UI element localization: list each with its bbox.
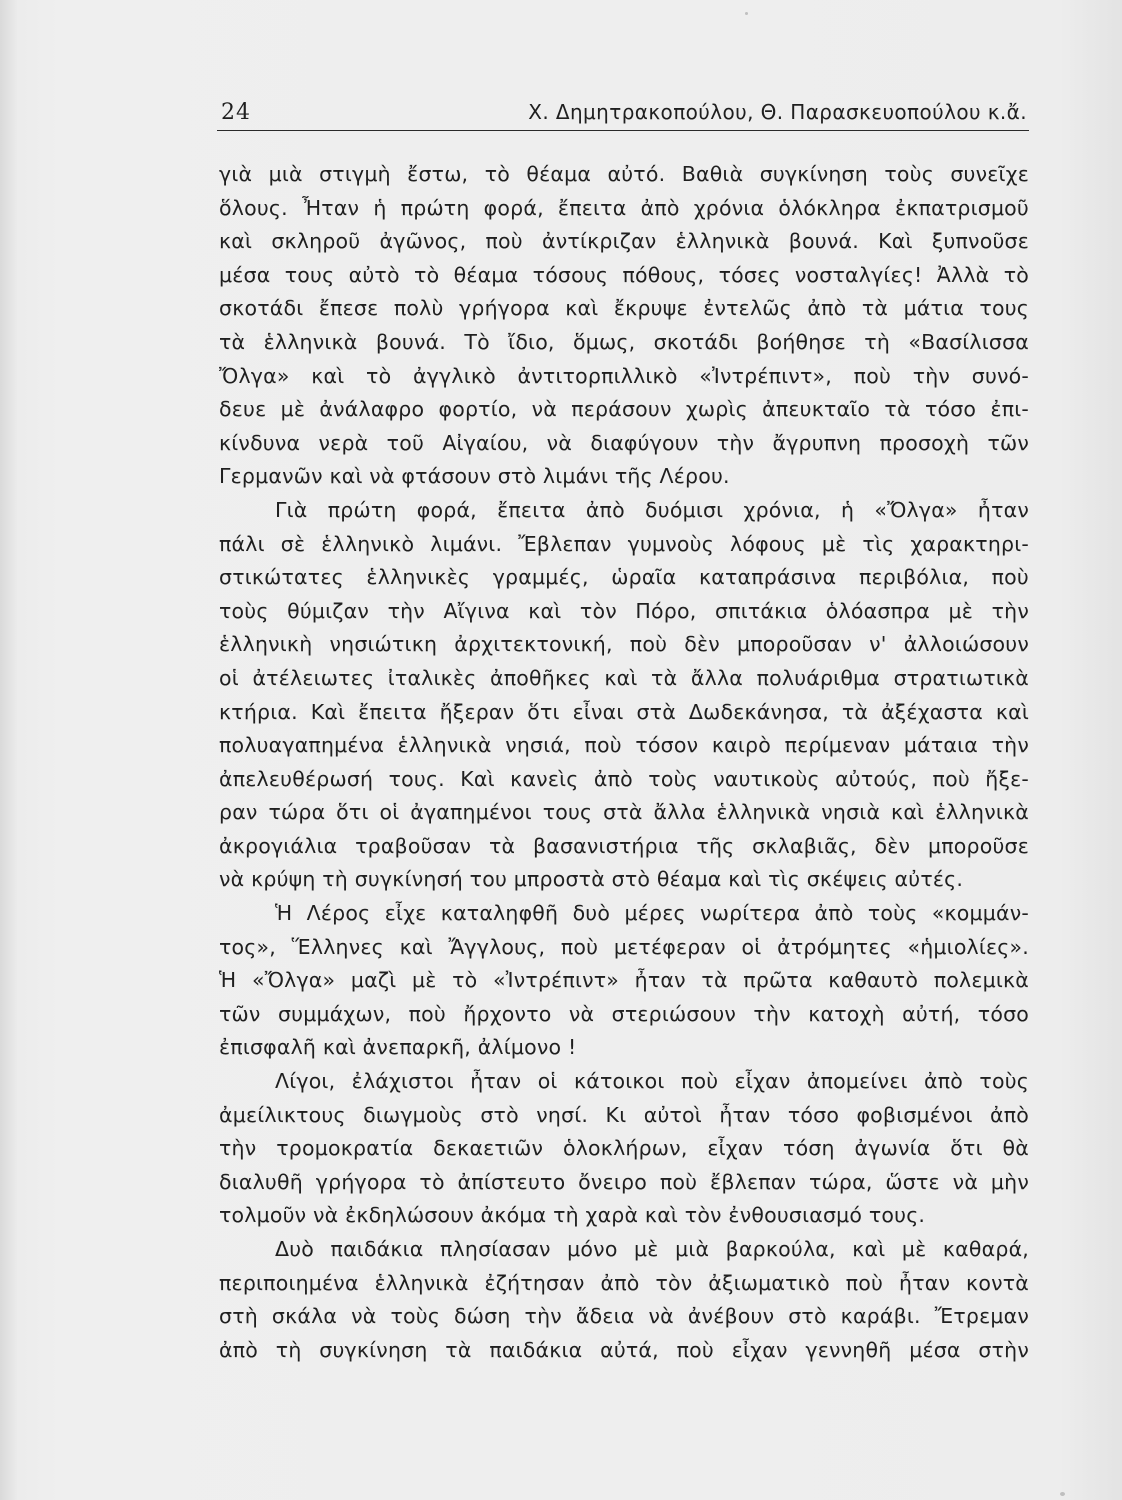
paragraph [219, 897, 1029, 1065]
scan-speck [1060, 1492, 1065, 1496]
text-line: ἀπελευθέρωσή τους. Καὶ κανεὶς ἀπὸ τοὺς ναυτικοὺς αὐτούς, ποὺ ἤξε- [219, 766, 1029, 791]
page-header [217, 96, 1029, 131]
text-line: νὰ κρύψη τὴ συγκίνησή του μπροστὰ στὸ θέαμα καὶ τὶς σκέψεις αὐτές. [219, 867, 964, 892]
paragraph [219, 1233, 1029, 1367]
text-line: τῶν συμμάχων, ποὺ ἤρχοντο νὰ στεριώσουν τὴν κατοχὴ αὐτή, τόσο [219, 1001, 1029, 1026]
text-line: τὰ ἑλληνικὰ βουνά. Τὸ ἴδιο, ὅμως, σκοτάδι βοήθησε τὴ «Βασίλισσα [219, 329, 1029, 354]
text-line: Δυὸ παιδάκια πλησίασαν μόνο μὲ μιὰ βαρκούλα, καὶ μὲ καθαρά, [275, 1237, 1029, 1261]
text-line: τολμοῦν νὰ ἐκδηλώσουν ἀκόμα τὴ χαρὰ καὶ τὸν ἐνθουσιασμό τους. [219, 1203, 926, 1228]
text-line: σκοτάδι ἔπεσε πολὺ γρήγορα καὶ ἔκρυψε ἐντελῶς ἀπὸ τὰ μάτια τους [219, 296, 1029, 321]
paragraph [219, 494, 1029, 897]
text-line: ἀμείλικτους διωγμοὺς στὸ νησί. Κι αὐτοὶ ἦταν τόσο φοβισμένοι ἀπὸ [219, 1102, 1029, 1127]
text-line: ἑλληνικὴ νησιώτικη ἀρχιτεκτονική, ποὺ δὲν μποροῦσαν ν' ἀλλοιώσουν [219, 632, 1029, 657]
text-line: καὶ σκληροῦ ἀγῶνος, ποὺ ἀντίκριζαν ἑλληνικὰ βουνά. Καὶ ξυπνοῦσε [219, 229, 1029, 254]
running-head: Χ. Δημητρακοπούλου, Θ. Παρασκευοπούλου κ.ἄ. [528, 100, 1027, 124]
text-line: Λίγοι, ἐλάχιστοι ἦταν οἱ κάτοικοι ποὺ εἶχαν ἀπομείνει ἀπὸ τοὺς [275, 1069, 1029, 1094]
text-line: ἀκρογιάλια τραβοῦσαν τὰ βασανιστήρια τῆς σκλαβιᾶς, δὲν μποροῦσε [219, 833, 1029, 858]
text-line: περιποιημένα ἑλληνικὰ ἐζήτησαν ἀπὸ τὸν ἀξιωματικὸ ποὺ ἦταν κοντὰ [219, 1270, 1029, 1295]
page-number: 24 [221, 100, 251, 125]
text-line: Ὄλγα» καὶ τὸ ἀγγλικὸ ἀντιτορπιλλικὸ «Ἰντρέπιντ», ποὺ τὴν συνό- [219, 363, 1029, 388]
paragraph [219, 1065, 1029, 1233]
text-line: τὴν τρομοκρατία δεκαετιῶν ὁλοκλήρων, εἶχαν τόση ἀγωνία ὅτι θὰ [219, 1136, 1029, 1161]
text-line: γιὰ μιὰ στιγμὴ ἔστω, τὸ θέαμα αὐτό. Βαθιὰ συγκίνηση τοὺς συνεῖχε [219, 162, 1029, 186]
text-line: κτήρια. Καὶ ἔπειτα ἤξεραν ὅτι εἶναι στὰ Δωδεκάνησα, τὰ ἀξέχαστα καὶ [219, 699, 1029, 724]
scan-speck [745, 12, 748, 15]
text-line: πολυαγαπημένα ἑλληνικὰ νησιά, ποὺ τόσον καιρὸ περίμεναν μάταια τὴν [219, 733, 1029, 758]
text-line: Γιὰ πρώτη φορά, ἔπειτα ἀπὸ δυόμισι χρόνια, ἡ «Ὄλγα» ἦταν [275, 497, 1029, 522]
text-line: πάλι σὲ ἑλληνικὸ λιμάνι. Ἔβλεπαν γυμνοὺς λόφους μὲ τὶς χαρακτηρι- [219, 531, 1029, 556]
text-line: ἀπὸ τὴ συγκίνηση τὰ παιδάκια αὐτά, ποὺ εἶχαν γεννηθῆ μέσα στὴν [219, 1337, 1029, 1362]
text-line: Γερμανῶν καὶ νὰ φτάσουν στὸ λιμάνι τῆς Λέρου. [219, 464, 730, 489]
text-line: μέσα τους αὐτὸ τὸ θέαμα τόσους πόθους, τόσες νοσταλγίες! Ἀλλὰ τὸ [219, 262, 1029, 287]
body-text [219, 158, 1029, 1367]
paragraph [219, 158, 1029, 494]
text-line: τοὺς θύμιζαν τὴν Αἴγινα καὶ τὸν Πόρο, σπιτάκια ὁλόασπρα μὲ τὴν [219, 598, 1029, 623]
text-line: δευε μὲ ἀνάλαφρο φορτίο, νὰ περάσουν χωρὶς ἀπευκταῖο τὰ τόσο ἐπι- [219, 397, 1029, 422]
text-line: ὅλους. Ἦταν ἡ πρώτη φορά, ἔπειτα ἀπὸ χρόνια ὁλόκληρα ἐκπατρισμοῦ [219, 195, 1029, 220]
text-line: στὴ σκάλα νὰ τοὺς δώση τὴν ἄδεια νὰ ἀνέβουν στὸ καράβι. Ἔτρεμαν [219, 1304, 1029, 1329]
text-line: οἱ ἀτέλειωτες ἰταλικὲς ἀποθῆκες καὶ τὰ ἄλλα πολυάριθμα στρατιωτικὰ [219, 665, 1029, 690]
text-line: διαλυθῆ γρήγορα τὸ ἀπίστευτο ὄνειρο ποὺ ἔβλεπαν τώρα, ὥστε νὰ μὴν [219, 1169, 1029, 1194]
text-line: Ἡ Λέρος εἶχε καταληφθῆ δυὸ μέρες νωρίτερα ἀπὸ τοὺς «κομμάν- [275, 901, 1029, 926]
text-line: Ἡ «Ὄλγα» μαζὶ μὲ τὸ «Ἰντρέπιντ» ἦταν τὰ πρῶτα καθαυτὸ πολεμικὰ [219, 968, 1029, 993]
text-line: στικώτατες ἑλληνικὲς γραμμές, ὡραῖα καταπράσινα περιβόλια, ποὺ [219, 565, 1029, 590]
text-line: κίνδυνα νερὰ τοῦ Αἰγαίου, νὰ διαφύγουν τὴν ἄγρυπνη προσοχὴ τῶν [219, 430, 1029, 455]
text-line: τος», Ἕλληνες καὶ Ἄγγλους, ποὺ μετέφεραν οἱ ἀτρόμητες «ἡμιολίες». [219, 934, 1029, 959]
text-line: ἐπισφαλῆ καὶ ἀνεπαρκῆ, ἀλίμονο ! [219, 1035, 577, 1060]
text-line: ραν τώρα ὅτι οἱ ἀγαπημένοι τους στὰ ἄλλα ἑλληνικὰ νησιὰ καὶ ἑλληνικὰ [219, 800, 1029, 825]
